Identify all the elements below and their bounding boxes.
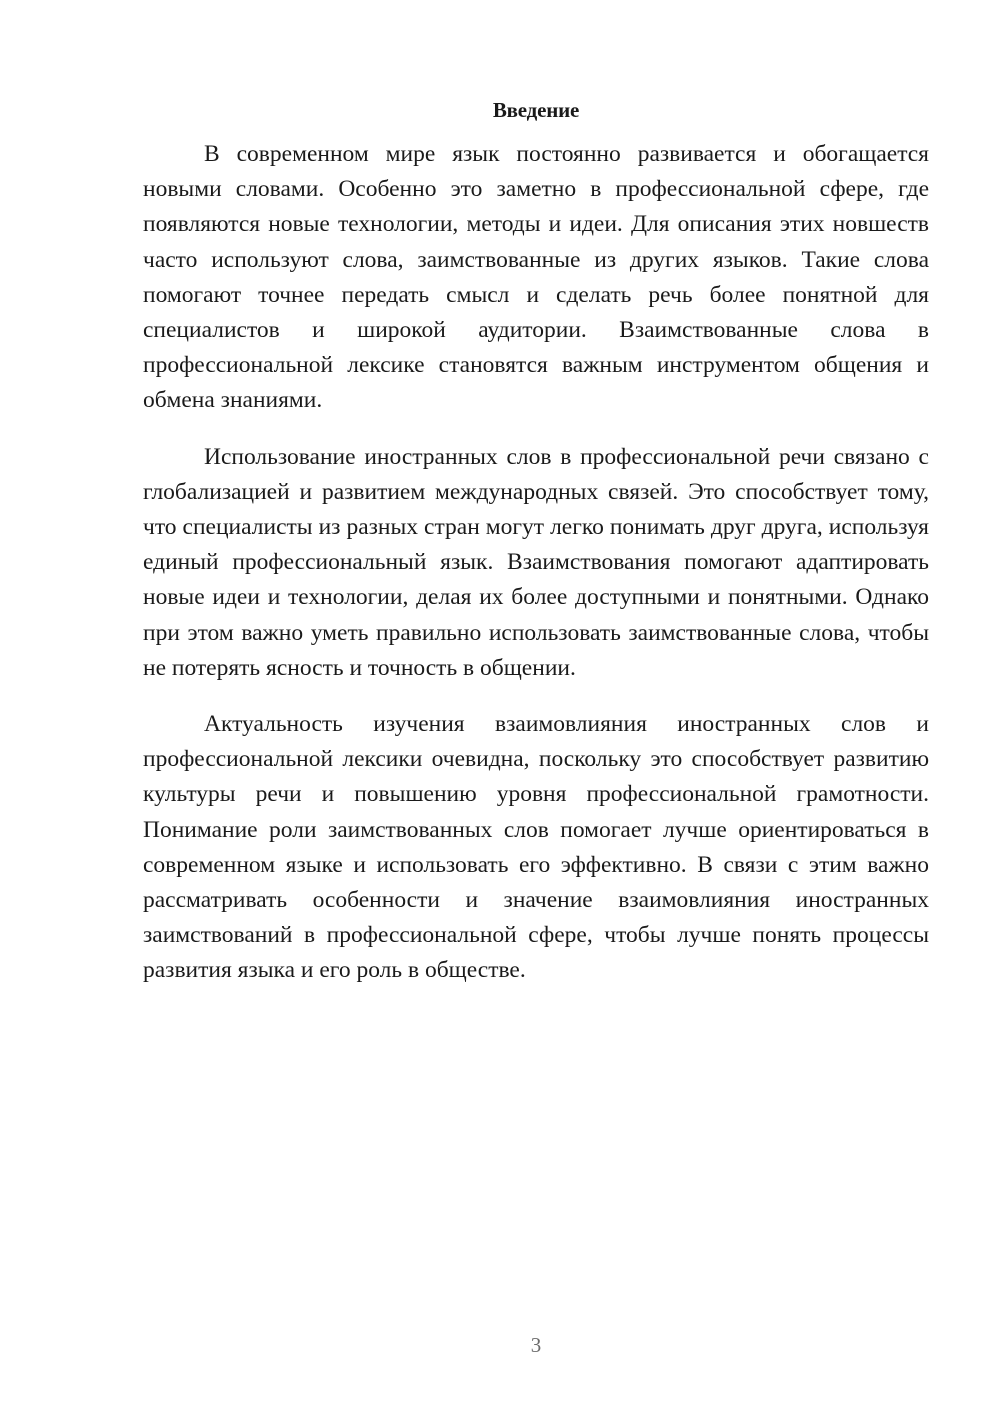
section-title: Введение xyxy=(492,98,580,122)
paragraph-1: В современном мире язык постоянно развивается и обогащается новыми словами. Особенно это заметно в профессиональной сфере, где появляются новые технологии, методы и идеи. Для описания этих новшеств часто используют слова, заимствованные из других языков. Такие слова помогают точнее передать смысл и сделать речь более понятной для специалистов и широкой аудитории. Взаимствованные слова в профессиональной лексике становятся важным инструментом общения и обмена знаниями. xyxy=(143,141,929,414)
page-number: 3 xyxy=(530,1333,542,1357)
page-content xyxy=(143,95,929,1010)
paragraph-3: Актуальность изучения взаимовлияния иностранных слов и профессиональной лексики очевидна, поскольку это способствует развитию культуры речи и повышению уровня профессиональной грамотности. Понимание роли заимствованных слов помогает лучше ориентироваться в современном языке и использовать его эффективно. В связи с этим важно рассматривать особенности и значение взаимовлияния иностранных заимствований в профессиональной сфере, чтобы лучше понять процессы развития языка и его роль в обществе. xyxy=(143,711,929,984)
paragraph-2: Использование иностранных слов в профессиональной речи связано с глобализацией и развитием международных связей. Это способствует тому, что специалисты из разных стран могут легко понимать друг друга, используя единый профессиональный язык. Взаимствования помогают адаптировать новые идеи и технологии, делая их более доступными и понятными. Однако при этом важно уметь правильно использовать заимствованные слова, чтобы не потерять ясность и точность в общении. xyxy=(143,443,929,681)
